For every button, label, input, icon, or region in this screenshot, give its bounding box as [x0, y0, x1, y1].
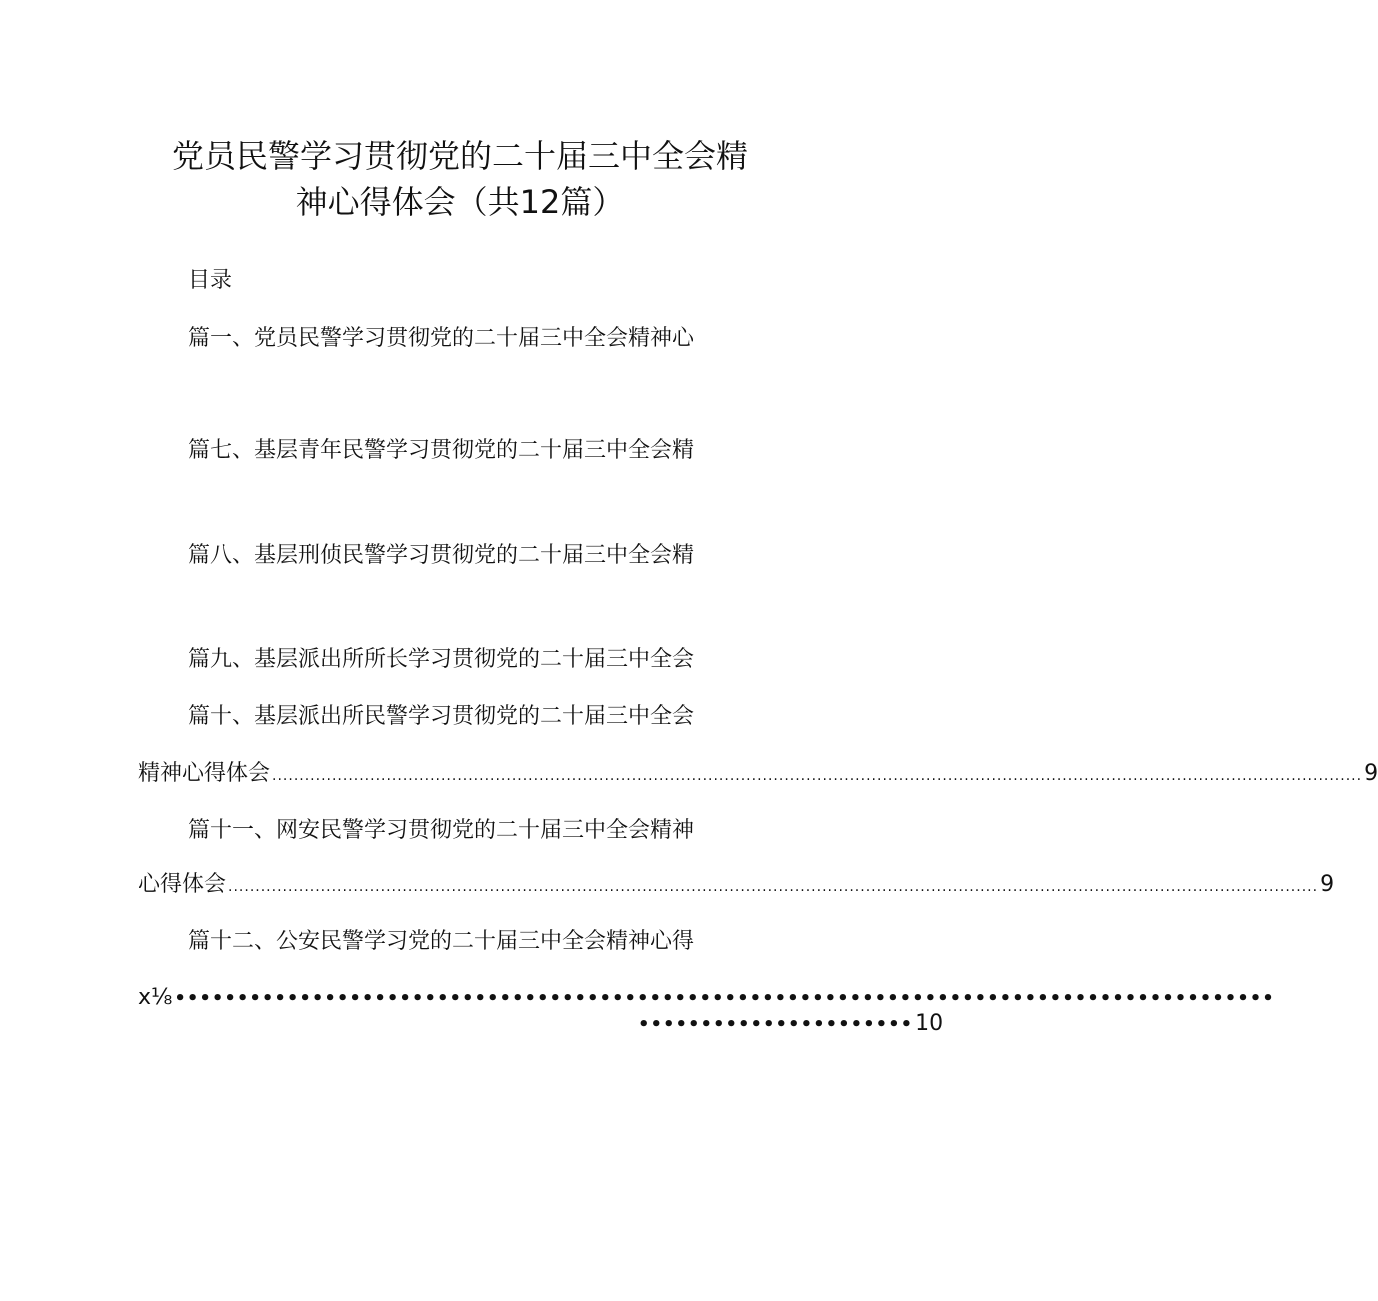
toc-entry-11[interactable]: 篇十一、网安民警学习贯彻党的二十届三中全会精神: [188, 818, 695, 843]
toc-entry-9[interactable]: 篇九、基层派出所所长学习贯彻党的二十届三中全会: [188, 647, 695, 672]
page-number: 10: [915, 1011, 944, 1036]
document-title-line-1: 党员民警学习贯彻党的二十届三中全会精: [171, 137, 748, 175]
dot-leader: ........................................................................................................................................................................................................: [272, 768, 1363, 784]
toc-entry-text: x⅛: [138, 985, 173, 1010]
toc-entry-text: 心得体会: [138, 872, 227, 897]
toc-entry-12[interactable]: 篇十二、公安民警学习党的二十届三中全会精神心得: [188, 929, 695, 954]
document-title-line-2: 神心得体会（共12篇）: [295, 183, 625, 221]
toc-entry-10[interactable]: 篇十、基层派出所民警学习贯彻党的二十届三中全会: [188, 704, 695, 729]
page-number: 9: [1364, 761, 1378, 786]
toc-entry-8[interactable]: 篇八、基层刑侦民警学习贯彻党的二十届三中全会精: [188, 543, 695, 568]
dot-leader: ........................................................................................................................................................................................................: [228, 879, 1319, 895]
toc-entry-7[interactable]: 篇七、基层青年民警学习贯彻党的二十届三中全会精: [188, 438, 695, 463]
page-number: 9: [1320, 872, 1335, 897]
toc-entry-text: 精神心得体会: [138, 761, 271, 786]
toc-entry-12-page-line[interactable]: [636, 1009, 944, 1040]
dot-leader: ••••••••••••••••••••••••••••••••••••••••••••••••••••••••••••••••••••••••••••••••••••••••: [174, 988, 1275, 1009]
toc-heading: 目录: [188, 268, 233, 293]
toc-entry-11-continuation[interactable]: [138, 870, 1335, 902]
toc-entry-10-continuation[interactable]: [138, 759, 1378, 791]
dot-leader: ••••••••••••••••••••••: [638, 1014, 914, 1035]
toc-entry-1[interactable]: 篇一、党员民警学习贯彻党的二十届三中全会精神心: [188, 326, 695, 351]
